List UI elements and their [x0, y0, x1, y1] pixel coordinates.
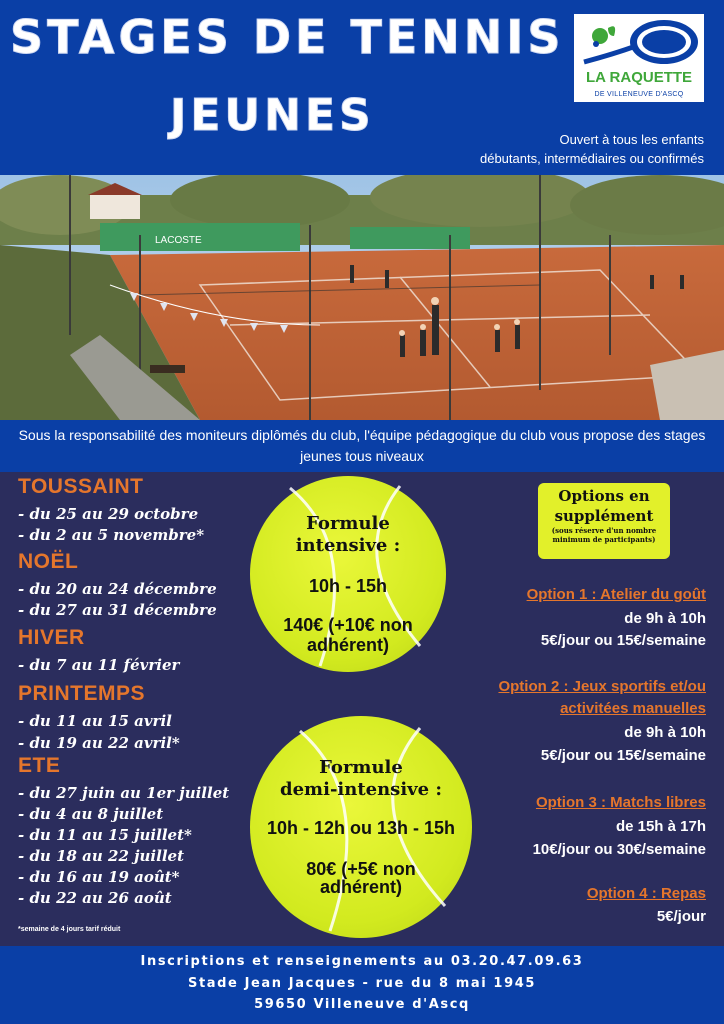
option-title: Option 1 : Atelier du goût: [526, 586, 706, 603]
season-date: - du 27 juin au 1er juillet: [18, 784, 230, 802]
main-panel: [0, 472, 724, 946]
season-date: - du 7 au 11 février: [18, 656, 180, 674]
season-title: NOËL: [18, 550, 79, 573]
option-title: Option 3 : Matchs libres: [535, 794, 706, 811]
options-box: [538, 483, 670, 559]
season-date: - du 19 au 22 avril*: [18, 734, 180, 752]
formula-title: Formule: [319, 757, 403, 778]
season-date: - du 20 au 24 décembre: [18, 580, 217, 598]
club-logo: [572, 12, 706, 104]
footer: [0, 946, 724, 1024]
page-title: STAGES DE TENNIS: [10, 10, 565, 64]
options-box-note: minimum de participants): [552, 535, 656, 544]
season-date: - du 22 au 26 août: [18, 889, 172, 907]
season-date: - du 11 au 15 juillet*: [18, 826, 192, 844]
season-date: - du 16 au 19 août*: [18, 868, 180, 886]
season-title: TOUSSAINT: [18, 475, 144, 498]
option-title: Option 2 : Jeux sportifs et/ou: [498, 678, 706, 695]
season-title: ETE: [18, 754, 61, 777]
page-subtitle: JEUNES: [170, 90, 375, 141]
formula-price: adhérent): [306, 635, 389, 655]
season-date: - du 4 au 8 juillet: [18, 805, 164, 823]
header: [0, 0, 724, 175]
formula-price: 140€ (+10€ non: [283, 615, 413, 635]
option-hours: de 15h à 17h: [615, 818, 706, 835]
footnote: *semaine de 4 jours tarif réduit: [18, 926, 121, 933]
options-box-title: supplément: [554, 507, 654, 525]
season-title: HIVER: [18, 626, 85, 649]
season-date: - du 18 au 22 juillet: [18, 847, 185, 865]
formula-price: 80€ (+5€ non: [306, 859, 416, 879]
formula-title: intensive :: [295, 535, 401, 556]
option-price: 5€/jour ou 15€/semaine: [540, 632, 706, 649]
option-hours: de 9h à 10h: [624, 610, 706, 627]
options-box-title: Options en: [558, 487, 650, 505]
logo-name: LA RAQUETTE: [585, 69, 693, 86]
formula-title: Formule: [306, 513, 390, 534]
season-date: - du 27 au 31 décembre: [18, 601, 217, 619]
tennis-court-photo: [0, 175, 724, 420]
audience-line-1: Ouvert à tous les enfants: [559, 132, 704, 147]
tennis-racket-icon: [574, 14, 704, 68]
option-hours: de 9h à 10h: [624, 724, 706, 741]
option-price: 10€/jour ou 30€/semaine: [532, 841, 706, 858]
audience-line-2: débutants, intermédiaires ou confirmés: [479, 151, 704, 166]
lacoste-banner: LACOSTE: [155, 235, 202, 246]
season-date: - du 11 au 15 avril: [18, 712, 172, 730]
option-title: activitées manuelles: [560, 700, 706, 717]
season-date: - du 2 au 5 novembre*: [18, 526, 205, 544]
options-box-note: (sous réserve d'un nombre: [551, 526, 657, 535]
audience-text: [480, 130, 704, 168]
season-date: - du 25 au 29 octobre: [18, 505, 199, 523]
formula-demi-intensive-ball: [250, 716, 472, 938]
formula-intensive-ball: [250, 476, 446, 672]
formula-price: adhérent): [319, 877, 402, 897]
formula-hours: 10h - 12h ou 13h - 15h: [266, 818, 456, 838]
formula-title: demi-intensive :: [280, 779, 442, 800]
option-title: Option 4 : Repas: [586, 885, 706, 902]
city-line: 59650 Villeneuve d'Ascq: [254, 997, 470, 1012]
contact-line: Inscriptions et renseignements au 03.20.47.09.63: [140, 954, 584, 969]
option-price: 5€/jour: [656, 908, 706, 925]
address-line: Stade Jean Jacques - rue du 8 mai 1945: [187, 976, 537, 991]
logo-subtitle: DE VILLENEUVE D'ASCQ: [594, 91, 684, 98]
option-price: 5€/jour ou 15€/semaine: [540, 747, 706, 764]
formula-hours: 10h - 15h: [308, 576, 388, 596]
responsibility-text: Sous la responsabilité des moniteurs diplômés du club, l'équipe pédagogique du club vous propose des stages jeunes tous niveaux: [0, 420, 724, 472]
season-title: PRINTEMPS: [18, 682, 146, 705]
